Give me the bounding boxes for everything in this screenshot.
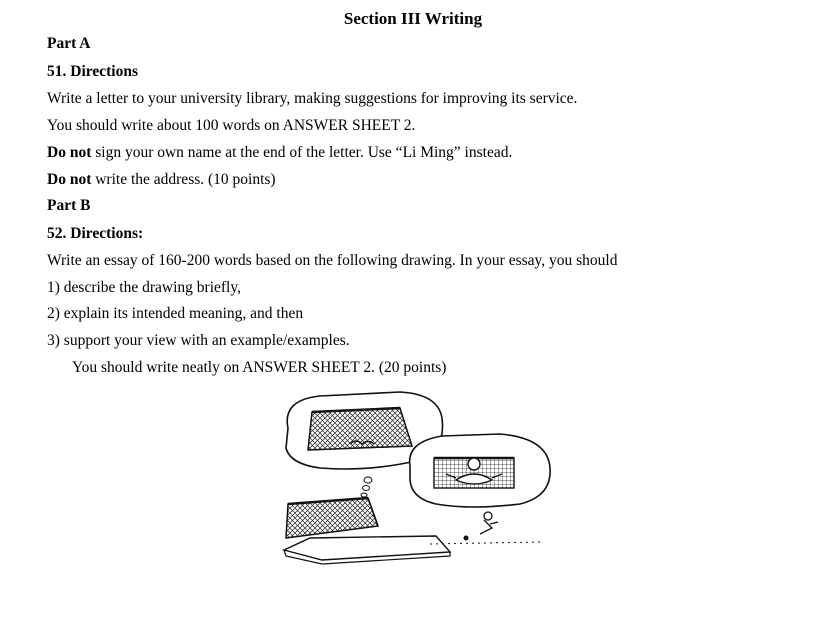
goal-net-ground bbox=[286, 498, 378, 538]
part-b-closing: You should write neatly on ANSWER SHEET 2. (20 points) bbox=[72, 359, 447, 376]
cartoon-drawing bbox=[250, 388, 560, 578]
emphasis-do-not: Do not bbox=[47, 144, 92, 161]
instruction-text: sign your own name at the end of the letter. Use “Li Ming” instead. bbox=[91, 144, 513, 161]
part-a-instruction-2: You should write about 100 words on ANSWER SHEET 2. bbox=[47, 117, 416, 134]
part-b-step-3: 3) support your view with an example/examples. bbox=[47, 332, 350, 349]
part-b-step-1: 1) describe the drawing briefly, bbox=[47, 279, 241, 296]
emphasis-do-not: Do not bbox=[47, 171, 92, 188]
goal-net-large bbox=[308, 408, 412, 450]
instruction-text: write the address. (10 points) bbox=[91, 171, 276, 188]
part-a-heading: Part A bbox=[47, 35, 91, 52]
thought-trail bbox=[361, 477, 372, 497]
goalkeeper-icon bbox=[434, 458, 514, 488]
part-b-directions-heading: 52. Directions: bbox=[47, 225, 144, 242]
part-b-instruction-1: Write an essay of 160-200 words based on the following drawing. In your essay, you should bbox=[47, 252, 618, 269]
section-title: Section III Writing bbox=[343, 9, 483, 28]
part-b-heading: Part B bbox=[47, 197, 91, 214]
part-a-instruction-4 bbox=[47, 171, 276, 189]
thought-bubble-small bbox=[410, 434, 551, 507]
part-a-instruction-1: Write a letter to your university library, making suggestions for improving its service. bbox=[47, 90, 578, 107]
part-a-instruction-3 bbox=[47, 144, 512, 162]
player-figure-icon bbox=[430, 512, 540, 544]
part-a-directions-heading: 51. Directions bbox=[47, 63, 138, 80]
mattress-icon bbox=[284, 536, 450, 564]
part-b-step-2: 2) explain its intended meaning, and then bbox=[47, 305, 304, 322]
